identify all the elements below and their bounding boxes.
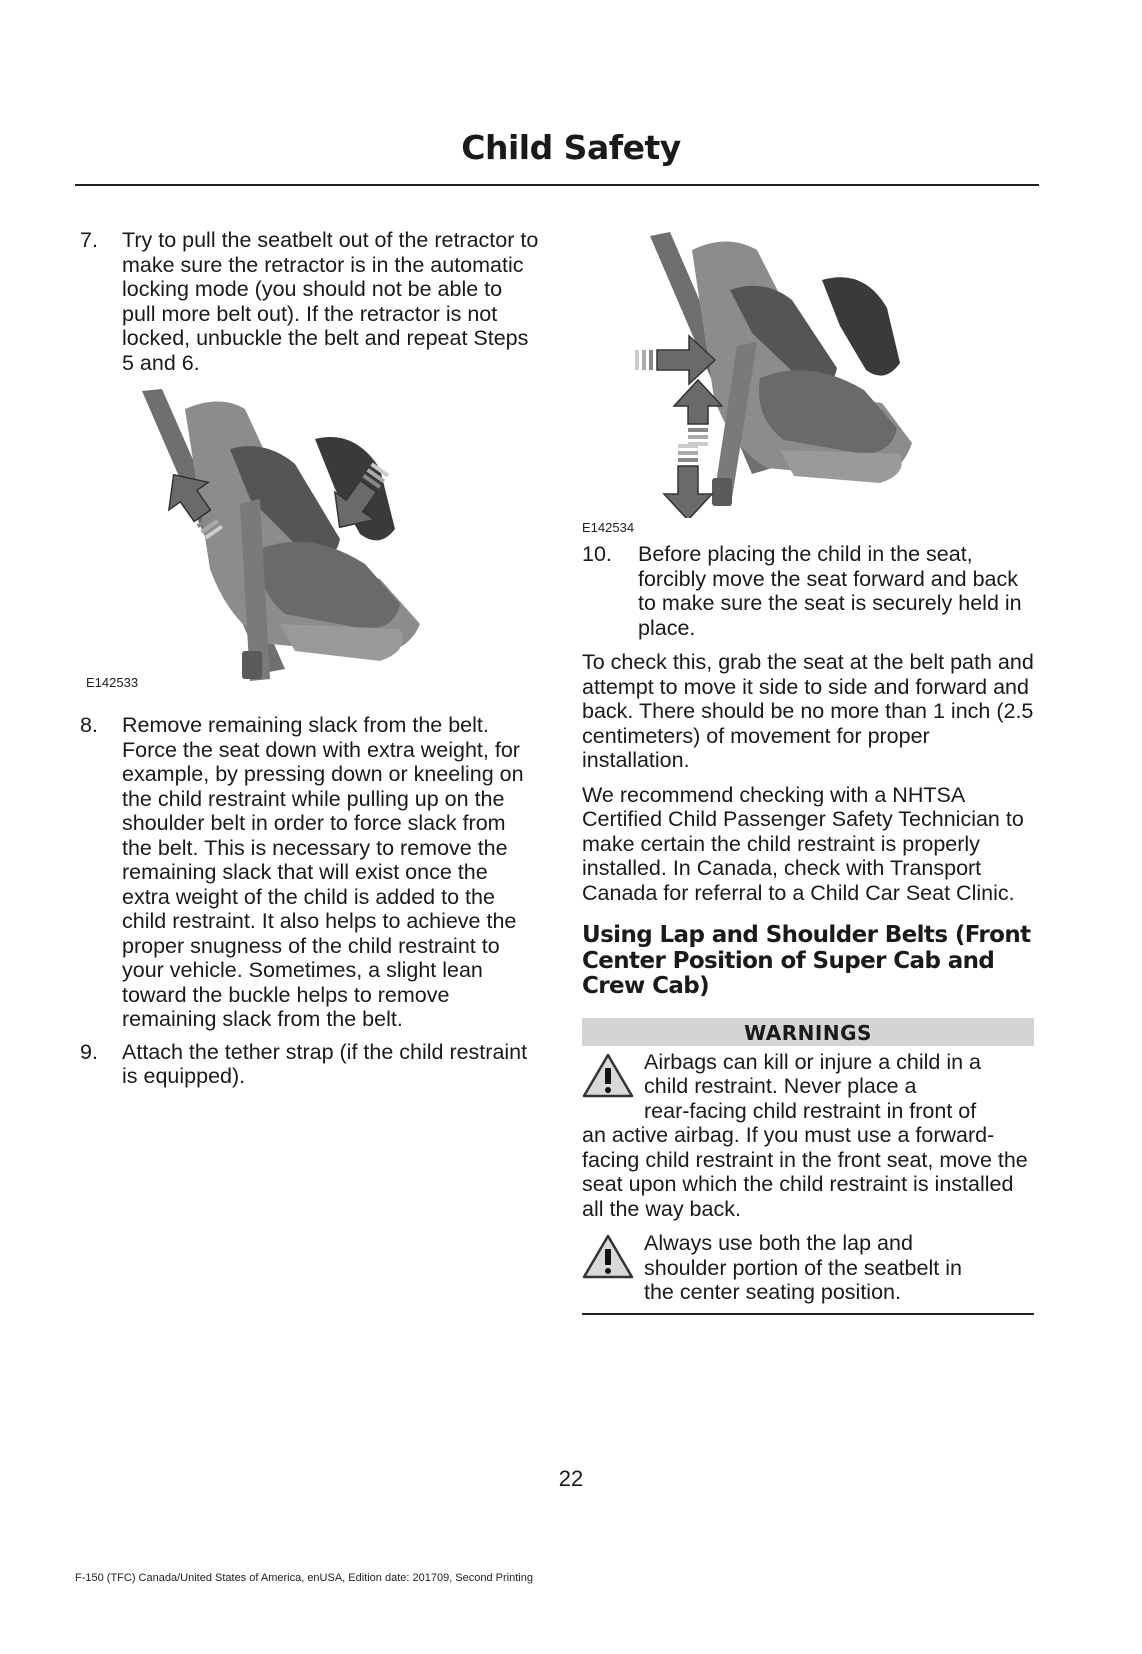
warning-line: shoulder portion of the seatbelt in [644,1255,962,1280]
step-text: Attach the tether strap (if the child restraint is equipped). [122,1039,528,1088]
warning-1 [582,1050,1034,1222]
page-number: 22 [558,1466,584,1491]
warning-triangle-icon [582,1052,634,1098]
paragraph-recommend: We recommend checking with a NHTSA Certified Child Passenger Safety Technician to make certain the child restraint is properly installed. In Canada, check with Transport Canada for referral to a Child Car Seat Clinic. [582,782,1024,905]
seat-headrest [822,277,900,375]
warnings-end-divider [582,1313,1034,1315]
step-text: Remove remaining slack from the belt. Force the seat down with extra weight, for example, by pressing down or kneeling on the child restraint while pulling up on the shoulder belt in order to force slack from the belt. This is necessary to remove the remaining slack that will exist once the extra weight of the child is added to the child restraint. It also helps to achieve the proper snugness of the child restraint to your vehicle. Sometimes, a slight lean toward the buckle helps to remove remaining slack from the belt. [122,713,524,1031]
step-number: 9. [80,1039,98,1064]
warning-line: Always use both the lap and [644,1231,913,1255]
seat-illustration-2 [582,228,1034,534]
seat-base [280,624,403,661]
seat-illustration-1 [80,389,540,689]
right-column [582,228,1034,1315]
step-text: Try to pull the seatbelt out of the retractor to make sure the retractor is in the automatic locking mode (you should not be able to pull more belt out). If the retractor is not locked, unbuckle the belt and repeat Steps 5 and 6. [122,228,539,375]
belt-buckle [242,651,262,679]
warning-line: the center seating position. [644,1280,901,1304]
step-number: 10. [582,542,612,566]
figure-id: E142534 [582,520,635,535]
belt-buckle [712,478,732,506]
section-heading: Using Lap and Shoulder Belts (Front Center Position of Super Cab and Crew Cab) [582,922,1031,999]
step-text: Before placing the child in the seat, forcibly move the seat forward and back to make sure the seat is securely held in place. [638,542,1022,640]
arrow-down-icon [664,444,712,518]
child-seat-image-2 [582,228,1034,518]
warning-line: Airbags can kill or injure a child in a [644,1049,981,1074]
warning-line: rear-facing child restraint in front of [644,1098,977,1123]
left-column [80,228,540,1089]
step-7 [80,228,540,375]
warnings-banner: WARNINGS [582,1018,1034,1046]
page-title: Child Safety [461,128,681,167]
header-divider [75,184,1039,186]
step-number: 8. [80,713,98,737]
child-seat-image-1 [80,389,540,689]
step-10 [582,542,1034,640]
step-9 [80,1040,540,1089]
seat-base [780,450,902,483]
figure-id: E142533 [86,675,139,690]
footer-edition: F-150 (TFC) Canada/United States of America, enUSA, Edition date: 201709, Second Printing [75,1572,533,1584]
paragraph-check: To check this, grab the seat at the belt path and attempt to move it side to side and forward and back. There should be no more than 1 inch (2.5 centimeters) of movement for proper installation. [582,650,1034,772]
step-number: 7. [80,228,98,252]
warning-triangle-icon [582,1233,634,1279]
warning-line: child restraint. Never place a [644,1074,917,1098]
warning-2 [582,1231,1034,1305]
warning-text: an active airbag. If you must use a forward-facing child restraint in the front seat, move the seat upon which the child restraint is installed all the way back. [582,1123,1028,1221]
step-8 [80,713,540,1032]
